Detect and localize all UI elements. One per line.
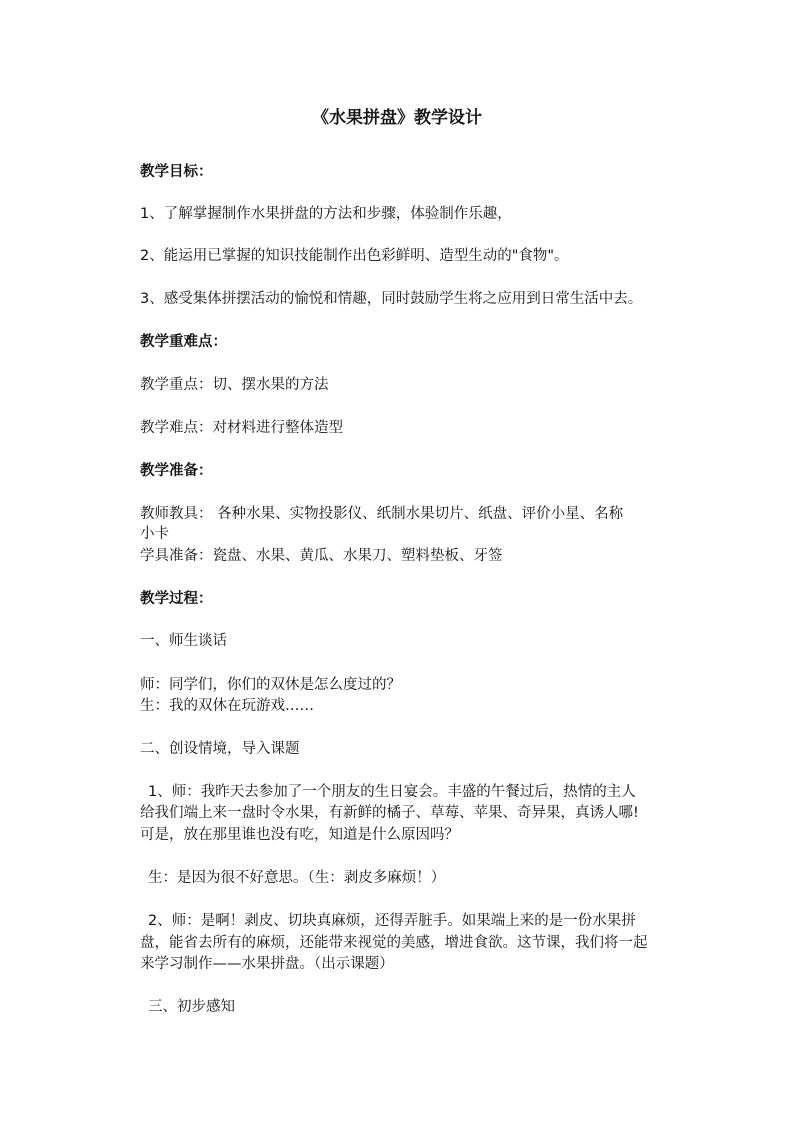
paragraph-1-line-1: 1、师：我昨天去参加了一个朋友的生日宴会。丰盛的午餐过后，热情的主人 (148, 784, 636, 800)
objectives-heading: 教学目标： (140, 164, 213, 180)
paragraph-1-line-2: 给我们端上来一盘时令水果，有新鲜的橘子、草莓、苹果、奇异果，真诱人哪! (140, 805, 639, 821)
section-2-title: 二、创设情境，导入课题 (140, 741, 300, 757)
document-title: 《水果拼盘》教学设计 (312, 108, 482, 128)
dialogue-teacher-1: 师：同学们，你们的双休是怎么度过的？ (140, 677, 401, 693)
process-heading: 教学过程： (140, 591, 213, 607)
dialogue-student-2: 生：是因为很不好意思。（生：剥皮多麻烦！） (148, 870, 446, 886)
paragraph-2-line-1: 2、师：是啊！剥皮、切块真麻烦，还得弄脏手。如果端上来的是一份水果拼 (148, 913, 636, 929)
key-points-heading: 教学重难点： (140, 334, 227, 350)
section-1-title: 一、师生谈话 (140, 633, 227, 649)
difficult-point: 教学难点：对材料进行整体造型 (140, 420, 343, 436)
teacher-tools-line-1: 教师教具： 各种水果、实物投影仪、纸制水果切片、纸盘、评价小星、名称 (140, 506, 624, 522)
student-tools: 学具准备：瓷盘、水果、黄瓜、水果刀、塑料垫板、牙签 (140, 548, 503, 564)
objective-item-3: 3、感受集体拼摆活动的愉悦和情趣，同时鼓励学生将之应用到日常生活中去。 (140, 291, 643, 307)
preparation-heading: 教学准备： (140, 463, 213, 479)
paragraph-1-line-3: 可是，放在那里谁也没有吃，知道是什么原因吗？ (140, 827, 459, 843)
objective-item-1: 1、了解掌握制作水果拼盘的方法和步骤，体验制作乐趣， (140, 206, 512, 222)
paragraph-2-line-2: 盘，能省去所有的麻烦，还能带来视觉的美感，增进食欲。这节课，我们将一起 (140, 935, 648, 951)
section-3-title: 三、初步感知 (148, 999, 235, 1015)
objective-item-2: 2、能运用已掌握的知识技能制作出色彩鲜明、造型生动的"食物"。 (140, 248, 569, 264)
teacher-tools-line-2: 小卡 (140, 526, 169, 542)
key-point: 教学重点：切、摆水果的方法 (140, 377, 329, 393)
paragraph-2-line-3: 来学习制作——水果拼盘。（出示课题） (140, 956, 394, 972)
dialogue-student-1: 生：我的双休在玩游戏…… (140, 698, 314, 714)
